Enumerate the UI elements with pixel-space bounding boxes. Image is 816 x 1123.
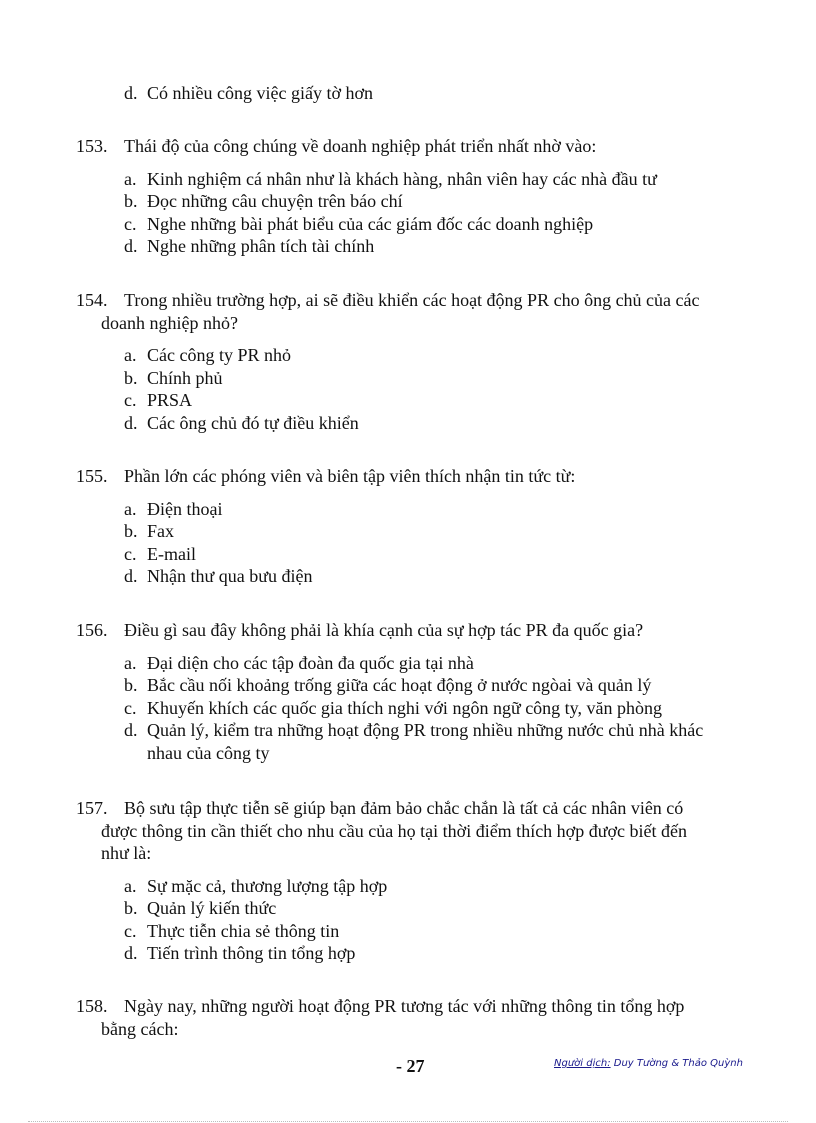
option-letter: d.	[124, 412, 138, 433]
option-letter: b.	[124, 367, 138, 388]
option-text: Nghe những phân tích tài chính	[147, 236, 375, 256]
option-text: Kinh nghiệm cá nhân như là khách hàng, nhân viên hay các nhà đầu tư	[147, 168, 657, 189]
option-text: Fax	[147, 521, 174, 541]
question-text: Điều gì sau đây không phải là khía cạnh của sự hợp tác PR đa quốc gia?	[124, 620, 644, 640]
option-letter: d.	[124, 720, 138, 740]
option-letter: d.	[124, 943, 138, 963]
option-letter: d.	[124, 566, 138, 586]
question-text: Trong nhiều trường hợp, ai sẽ điều khiển các hoạt động PR cho ông chủ của các	[124, 290, 700, 310]
question-number: 157.	[76, 798, 108, 818]
question-text: Bộ sưu tập thực tiễn sẽ giúp bạn đảm bảo chắc chắn là tất cả các nhân viên có	[124, 798, 684, 818]
option-text: Sự mặc cả, thương lượng tập hợp	[147, 875, 388, 896]
option-text: Đọc những câu chuyện trên báo chí	[147, 191, 403, 211]
option-letter: c.	[124, 697, 137, 718]
option-letter: c.	[124, 920, 137, 941]
question-number: 153.	[76, 136, 108, 156]
translator-credit	[554, 1058, 743, 1069]
question-text: được thông tin cần thiết cho nhu cầu của họ tại thời điểm thích hợp được biết đến	[101, 820, 687, 841]
question-number: 155.	[76, 466, 108, 486]
option-text: Quản lý, kiểm tra những hoạt động PR trong nhiều những nước chủ nhà khác	[147, 720, 704, 740]
question-text: bằng cách:	[101, 1018, 179, 1039]
page-number: - 27	[396, 1056, 425, 1076]
question-text: doanh nghiệp nhỏ?	[101, 312, 238, 333]
option-letter: c.	[124, 543, 137, 564]
option-text: Nghe những bài phát biểu của các giám đốc các doanh nghiệp	[147, 213, 594, 234]
option-text: Tiến trình thông tin tổng hợp	[147, 943, 356, 963]
option-letter: b.	[124, 898, 138, 918]
option-letter: a.	[124, 652, 137, 673]
option-text: Bắc cầu nối khoảng trống giữa các hoạt động ở nước ngòai và quản lý	[147, 675, 652, 695]
option-letter: b.	[124, 521, 138, 541]
option-text: PRSA	[147, 390, 193, 410]
option-letter: c.	[124, 390, 137, 410]
option-letter: a.	[124, 168, 137, 189]
option-letter: c.	[124, 213, 137, 234]
option-letter: b.	[124, 191, 138, 211]
option-text: Quản lý kiến thức	[147, 898, 277, 918]
question-text: như là:	[101, 843, 152, 863]
option-text: Đại diện cho các tập đoàn đa quốc gia tại nhà	[147, 652, 474, 673]
question-number: 156.	[76, 620, 108, 640]
option-letter: a.	[124, 498, 137, 519]
option-text: E-mail	[147, 543, 196, 564]
option-letter: d.	[124, 236, 138, 256]
option-text: Nhận thư qua bưu điện	[147, 566, 313, 586]
bottom-divider	[28, 1121, 788, 1122]
question-text: Ngày nay, những người hoạt động PR tương tác với những thông tin tổng hợp	[124, 996, 685, 1016]
option-text: Thực tiễn chia sẻ thông tin	[147, 920, 340, 941]
option-text: nhau của công ty	[147, 742, 270, 763]
option-letter: a.	[124, 875, 137, 896]
question-text: Thái độ của công chúng về doanh nghiệp phát triển nhất nhờ vào:	[124, 136, 597, 156]
option-letter: a.	[124, 345, 137, 365]
question-number: 158.	[76, 996, 108, 1016]
question-text: Phần lớn các phóng viên và biên tập viên thích nhận tin tức từ:	[124, 466, 576, 486]
option-text: Khuyến khích các quốc gia thích nghi với ngôn ngữ công ty, văn phòng	[147, 697, 663, 718]
option-text: Có nhiều công việc giấy tờ hơn	[147, 83, 373, 103]
question-number: 154.	[76, 290, 108, 310]
option-text: Chính phủ	[147, 367, 223, 388]
credit-names: Duy Tường & Thảo Quỳnh	[613, 1058, 743, 1069]
option-letter: d.	[124, 83, 138, 103]
option-text: Các ông chủ đó tự điều khiển	[147, 412, 359, 433]
option-text: Các công ty PR nhỏ	[147, 345, 291, 365]
credit-label: Người dịch:	[554, 1058, 611, 1069]
option-text: Điện thoại	[147, 498, 223, 519]
option-letter: b.	[124, 675, 138, 695]
